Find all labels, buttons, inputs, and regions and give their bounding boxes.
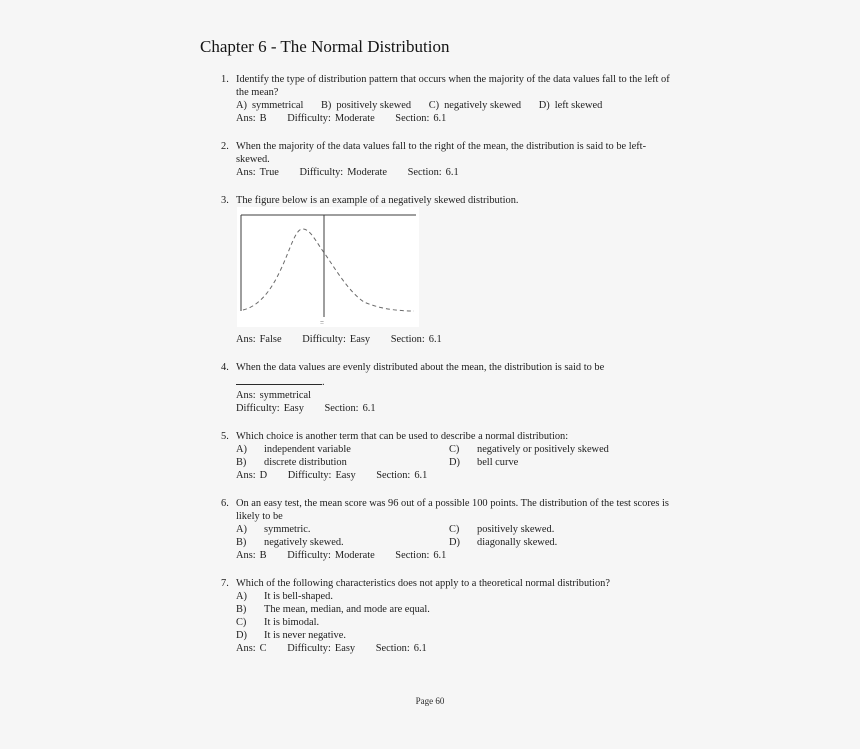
question-number: 4. <box>221 362 229 373</box>
answer-value: C <box>259 643 267 654</box>
option-a <box>236 100 303 111</box>
option-text: left skewed <box>554 100 603 111</box>
difficulty-line <box>236 402 672 415</box>
option-c <box>236 616 672 629</box>
section-field <box>408 167 459 178</box>
difficulty-value: Moderate <box>347 167 387 178</box>
section-value: 6.1 <box>445 167 459 178</box>
option-text: independent variable <box>264 444 351 455</box>
question-text: When the data values are evenly distributed about the mean, the distribution is said to be <box>236 362 605 373</box>
option-text: It is bell-shaped. <box>264 591 333 602</box>
options-row <box>236 99 672 112</box>
option-text: It is bimodal. <box>264 617 320 628</box>
fill-in-blank <box>236 374 322 385</box>
option-text: positively skewed <box>336 100 412 111</box>
option-label: C) <box>236 617 247 628</box>
option-label: A) <box>236 524 247 535</box>
section-field <box>395 113 446 124</box>
difficulty-value: Easy <box>334 643 356 654</box>
question-item-1 <box>200 73 672 125</box>
option-d <box>236 629 672 642</box>
option-text: negatively skewed <box>444 100 522 111</box>
question-item-3 <box>200 194 672 346</box>
blank-suffix: . <box>322 377 325 388</box>
question-text: When the majority of the data values fall to the right of the mean, the distribution is said to be left-skewed. <box>236 141 647 165</box>
option-text: negatively skewed. <box>264 537 344 548</box>
section-value: 6.1 <box>413 643 427 654</box>
option-c <box>449 523 672 536</box>
question-item-2 <box>200 140 672 179</box>
answer-field <box>236 334 282 345</box>
section-label: Section: <box>375 643 410 654</box>
option-text: symmetrical <box>251 100 304 111</box>
answer-field <box>236 167 279 178</box>
option-a <box>236 443 449 456</box>
answer-line <box>236 166 672 179</box>
answer-line <box>236 112 672 125</box>
difficulty-field <box>287 113 375 124</box>
option-b <box>236 603 672 616</box>
option-label: D) <box>538 100 550 111</box>
answer-field <box>236 470 267 481</box>
document-page <box>200 36 672 670</box>
answer-line <box>236 549 672 562</box>
section-label: Section: <box>395 550 430 561</box>
difficulty-field <box>288 470 356 481</box>
question-text: Which of the following characteristics does not apply to a theoretical normal distribution? <box>236 578 610 589</box>
distribution-curve <box>243 229 414 311</box>
answer-line <box>236 333 672 346</box>
section-value: 6.1 <box>433 550 447 561</box>
section-label: Section: <box>324 403 359 414</box>
answer-line <box>236 469 672 482</box>
difficulty-field <box>302 334 370 345</box>
difficulty-label: Difficulty: <box>299 167 344 178</box>
option-d <box>539 100 603 111</box>
option-text: The mean, median, and mode are equal. <box>264 604 430 615</box>
option-label: C) <box>449 444 460 455</box>
difficulty-field <box>287 643 355 654</box>
answer-value: symmetrical <box>259 390 312 401</box>
option-label: D) <box>236 630 247 641</box>
option-label: A) <box>236 100 247 111</box>
question-text: On an easy test, the mean score was 96 out of a possible 100 points. The distribution of the test scores is likely to be <box>236 498 669 522</box>
answer-field <box>236 390 311 401</box>
answer-label: Ans: <box>236 167 256 178</box>
answer-label: Ans: <box>236 643 256 654</box>
question-text: The figure below is an example of a negatively skewed distribution. <box>236 195 519 206</box>
option-a <box>236 523 449 536</box>
option-a <box>236 590 672 603</box>
section-label: Section: <box>376 470 411 481</box>
difficulty-field <box>300 167 388 178</box>
option-text: diagonally skewed. <box>477 537 558 548</box>
answer-field <box>236 113 267 124</box>
difficulty-value: Easy <box>335 470 356 481</box>
option-d <box>449 536 672 549</box>
option-label: B) <box>320 100 332 111</box>
difficulty-field <box>287 550 375 561</box>
section-field <box>376 643 427 654</box>
option-label: C) <box>428 100 440 111</box>
question-text: Identify the type of distribution pattern that occurs when the majority of the data values fall to the left of the mean? <box>236 74 670 98</box>
option-label: B) <box>236 537 247 548</box>
question-item-4 <box>200 361 672 415</box>
question-number: 2. <box>221 141 229 152</box>
section-field <box>325 403 376 414</box>
question-number: 7. <box>221 578 229 589</box>
option-text: It is never negative. <box>264 630 346 641</box>
question-item-5 <box>200 430 672 482</box>
question-number: 6. <box>221 498 229 509</box>
option-label: D) <box>449 537 460 548</box>
section-label: Section: <box>407 167 442 178</box>
option-c <box>429 100 521 111</box>
option-label: A) <box>236 591 247 602</box>
option-text: symmetric. <box>264 524 311 535</box>
difficulty-label: Difficulty: <box>287 470 332 481</box>
section-field <box>376 470 427 481</box>
fill-in-blank-line <box>236 374 672 389</box>
answer-value: D <box>259 470 268 481</box>
skewed-curve-figure <box>237 207 419 327</box>
difficulty-label: Difficulty: <box>287 113 331 124</box>
answer-value: True <box>259 167 279 178</box>
answer-label: Ans: <box>236 334 256 345</box>
answer-field <box>236 550 267 561</box>
section-value: 6.1 <box>414 470 428 481</box>
option-b <box>236 456 449 469</box>
difficulty-label: Difficulty: <box>236 403 280 414</box>
mean-label: = <box>320 319 324 327</box>
option-b <box>236 536 449 549</box>
difficulty-label: Difficulty: <box>287 550 331 561</box>
section-field <box>395 550 446 561</box>
answer-line <box>236 642 672 655</box>
answer-value: B <box>259 113 267 124</box>
options-grid <box>236 443 672 469</box>
answer-label: Ans: <box>236 550 256 561</box>
difficulty-value: Easy <box>349 334 371 345</box>
option-text: negatively or positively skewed <box>477 444 609 455</box>
answer-field <box>236 643 267 654</box>
option-b <box>321 100 411 111</box>
section-value: 6.1 <box>428 334 442 345</box>
difficulty-label: Difficulty: <box>302 334 346 345</box>
page-title: Chapter 6 - The Normal Distribution <box>200 37 450 56</box>
options-grid <box>236 523 672 549</box>
option-label: D) <box>449 457 460 468</box>
option-text: discrete distribution <box>264 457 347 468</box>
difficulty-label: Difficulty: <box>287 643 331 654</box>
section-field <box>391 334 442 345</box>
question-number: 3. <box>221 195 229 206</box>
answer-value: B <box>259 550 267 561</box>
distribution-figure <box>237 207 419 327</box>
option-label: C) <box>449 524 460 535</box>
answer-line <box>236 389 672 402</box>
question-text: Which choice is another term that can be used to describe a normal distribution: <box>236 431 569 442</box>
question-number: 1. <box>221 74 229 85</box>
page-footer: Page 60 <box>415 696 445 706</box>
difficulty-value: Moderate <box>334 113 375 124</box>
section-value: 6.1 <box>433 113 447 124</box>
question-item-6 <box>200 497 672 562</box>
section-value: 6.1 <box>362 403 376 414</box>
difficulty-value: Easy <box>283 403 304 414</box>
answer-value: False <box>259 334 282 345</box>
section-label: Section: <box>395 113 430 124</box>
answer-label: Ans: <box>236 113 256 124</box>
answer-label: Ans: <box>236 390 256 401</box>
difficulty-value: Moderate <box>334 550 375 561</box>
option-text: positively skewed. <box>477 524 555 535</box>
option-d <box>449 456 672 469</box>
option-c <box>449 443 672 456</box>
question-number: 5. <box>221 431 229 442</box>
option-label: A) <box>236 444 247 455</box>
option-label: B) <box>236 457 247 468</box>
option-text: bell curve <box>477 457 519 468</box>
difficulty-field <box>236 403 304 414</box>
answer-label: Ans: <box>236 470 256 481</box>
question-item-7 <box>200 577 672 655</box>
option-label: B) <box>236 604 247 615</box>
section-label: Section: <box>390 334 425 345</box>
